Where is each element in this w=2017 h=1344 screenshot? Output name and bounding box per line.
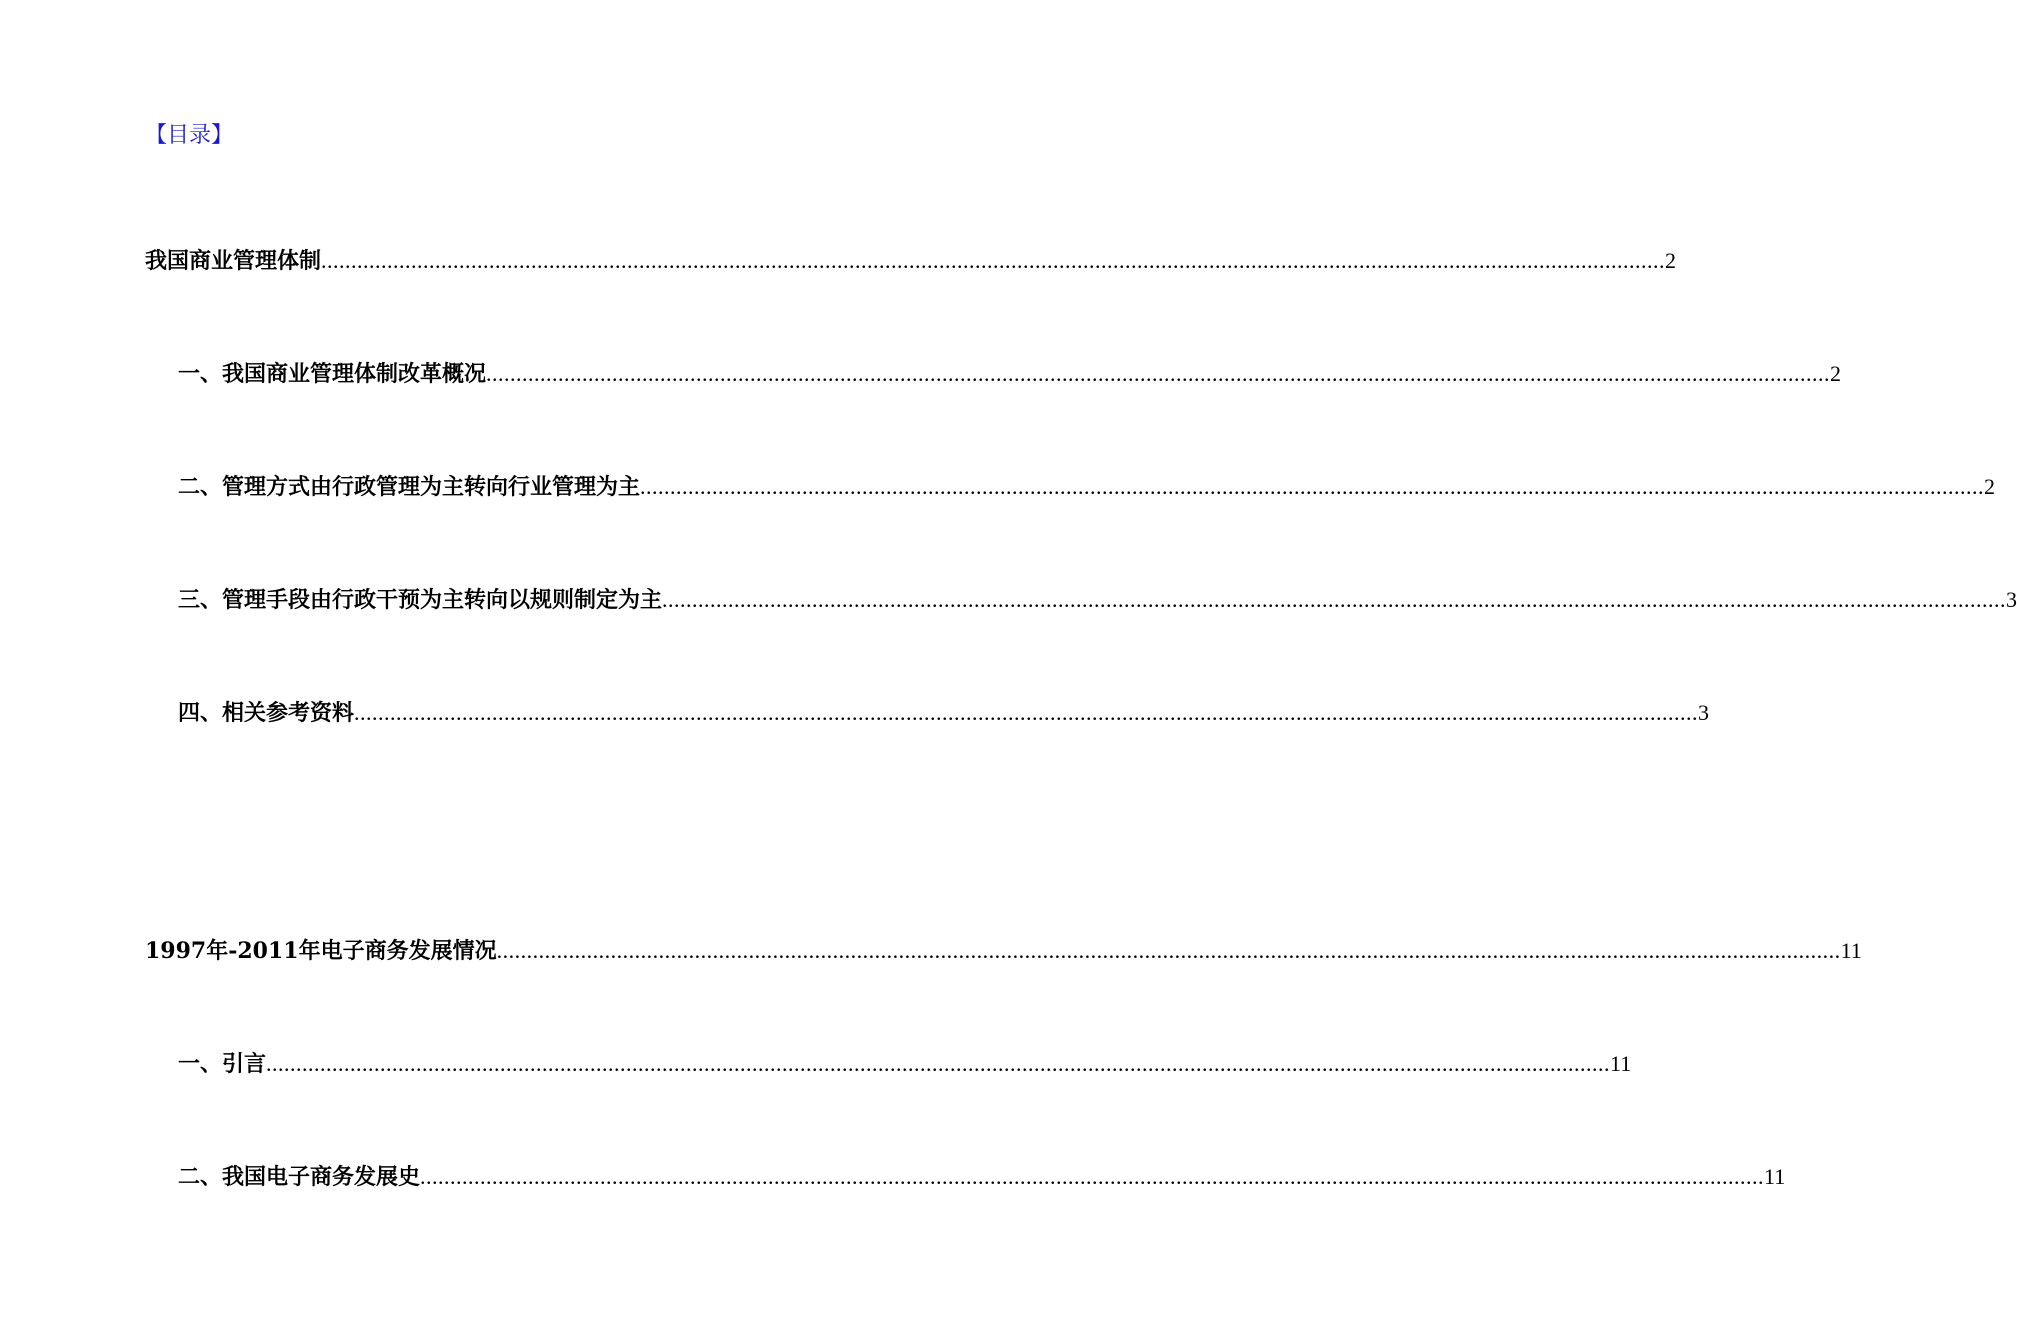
page-number: 3 <box>1698 700 1710 725</box>
page-number: 2 <box>1665 248 1677 273</box>
page-number: 3 <box>2006 587 2017 612</box>
toc-entry-text: 1997年-2011年电子商务发展情况 <box>145 938 497 964</box>
toc-entry-text: 我国商业管理体制 <box>145 248 322 274</box>
dot-leader: ................................................................................................................................................................................................................................ <box>266 1051 1611 1076</box>
toc-entry-text: 三、管理手段由行政干预为主转向以规则制定为主 <box>178 587 663 613</box>
toc-entry-text: 二、我国电子商务发展史 <box>178 1164 421 1190</box>
page-number: 11 <box>1610 1051 1632 1076</box>
toc-entry-text: 四、相关参考资料 <box>178 700 355 726</box>
toc-entry-text: 一、我国商业管理体制改革概况 <box>178 361 487 387</box>
toc-item-introduction[interactable] <box>178 1049 1632 1079</box>
page-number: 2 <box>1830 361 1842 386</box>
dot-leader: ................................................................................................................................................................................................................................ <box>321 248 1666 273</box>
page-number: 2 <box>1984 474 1996 499</box>
toc-item-management-means[interactable] <box>178 585 2017 615</box>
toc-item-management-mode[interactable] <box>178 472 1996 502</box>
dot-leader: ................................................................................................................................................................................................................................ <box>496 938 1841 963</box>
toc-entry-text: 一、引言 <box>178 1051 267 1077</box>
toc-item-reform-overview[interactable] <box>178 359 1842 389</box>
dot-leader: ................................................................................................................................................................................................................................ <box>662 587 2007 612</box>
toc-item-ecommerce-history[interactable] <box>178 1162 1786 1192</box>
dot-leader: ................................................................................................................................................................................................................................ <box>354 700 1699 725</box>
dot-leader: ................................................................................................................................................................................................................................ <box>420 1164 1765 1189</box>
toc-section-commerce-management[interactable] <box>145 246 1677 276</box>
toc-title: 【目录】 <box>145 123 234 148</box>
dot-leader: ................................................................................................................................................................................................................................ <box>486 361 1831 386</box>
toc-entry-text: 二、管理方式由行政管理为主转向行业管理为主 <box>178 474 641 500</box>
toc-item-references[interactable] <box>178 698 1710 728</box>
dot-leader: ................................................................................................................................................................................................................................ <box>640 474 1985 499</box>
page-number: 11 <box>1764 1164 1786 1189</box>
toc-section-ecommerce-development[interactable] <box>145 936 1862 966</box>
page-number: 11 <box>1840 938 1862 963</box>
